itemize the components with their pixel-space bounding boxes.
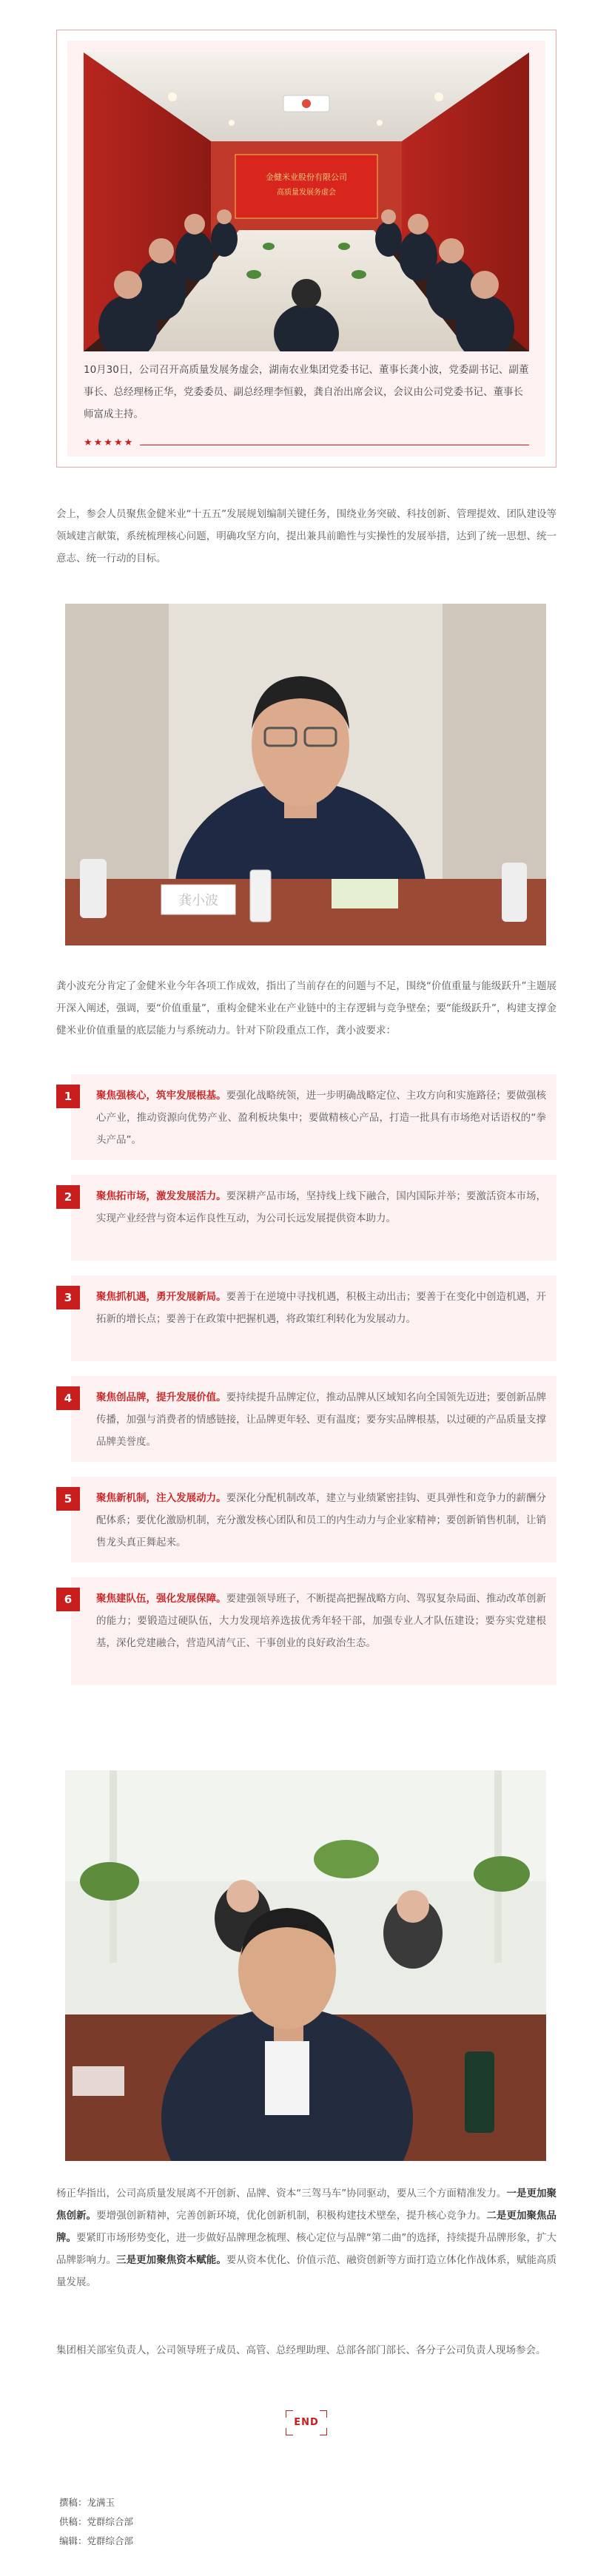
list-item-number: 2 (56, 1185, 80, 1209)
credit-value: 党群综合部 (87, 2535, 134, 2546)
list-item (56, 1477, 556, 1562)
list-item-text (96, 1185, 546, 1230)
credit-label: 供稿： (59, 2516, 87, 2527)
credit-value: 龙满玉 (87, 2497, 115, 2508)
meeting-photo (84, 53, 529, 351)
p3-key-brand: 二是更加聚焦品牌。 (56, 2210, 557, 2244)
end-mark (286, 2410, 327, 2435)
paragraph-summary: 会上，参会人员聚焦金健米业“十五五”发展规划编制关键任务，围绕业务突破、科技创新、管理提效、团队建设等领域建言献策，系统梳理核心问题，明确攻坚方向，提出兼具前瞻性与实操性的发展举措，达到了统一思想、统一意志、统一行动的目标。 (56, 508, 556, 564)
list-item-number: 6 (56, 1588, 80, 1611)
list-item (56, 1376, 556, 1462)
list-item (56, 1577, 556, 1685)
list-item (56, 1074, 556, 1160)
list-item (56, 1175, 556, 1261)
list-item-number: 1 (56, 1085, 80, 1108)
p3-key-innovation: 一是更加聚焦创新。 (56, 2188, 556, 2222)
list-item-text (96, 1588, 546, 1654)
speaker-photo-1 (65, 604, 546, 945)
speaker1-illustration (65, 604, 546, 945)
corner-bracket (320, 2428, 327, 2435)
credit-line (59, 2532, 133, 2551)
list-item (56, 1275, 556, 1361)
p3-text-brand: 要紧盯市场形势变化，进一步做好品牌理念梳理、核心定位与品牌“第二曲”的选择，持续提升品牌形象，扩大品牌影响力。 (56, 2232, 556, 2266)
list-item-key: 聚焦抓机遇，勇开发展新局。 (96, 1291, 226, 1303)
credit-line (59, 2512, 133, 2532)
p3-text-innovation: 要增强创新精神，完善创新环境，优化创新机制，积极构建技术壁垒，提升核心竞争力。 (96, 2210, 487, 2222)
list-item-text (96, 1386, 546, 1453)
p3-key-capital: 三是更加聚焦资本赋能。 (116, 2254, 226, 2266)
credit-label: 撰稿： (59, 2497, 87, 2508)
list-item-text (96, 1487, 546, 1554)
list-item-key: 聚焦拓市场，激发发展活力。 (96, 1190, 226, 1202)
paragraph-attendees: 集团相关部室负责人，公司领导班子成员、高管、总经理助理、总部各部门部长、各分子公司负责人现场参会。 (56, 2344, 546, 2356)
meeting-room-illustration (84, 53, 529, 351)
list-item-body: 要深化分配机制改革，建立与业绩紧密挂钩、更具弹性和竞争力的薪酬分配体系；要优化激励机制，充分激发核心团队和员工的内生动力与企业家精神；要创新销售机制，让销售龙头真正舞起来。 (96, 1492, 547, 1548)
banner-line2: 高质量发展务虚会 (277, 189, 336, 197)
list-item-body: 要持续提升品牌定位，推动品牌从区域知名向全国领先迈进；要创新品牌传播，加强与消费者的情感链接，让品牌更年轻、更有温度；要夯实品牌根基，以过硬的产品质量支撑品牌美誉度。 (96, 1392, 547, 1448)
nameplate: 龚小波 (178, 893, 218, 908)
list-item-body: 要深耕产品市场，坚持线上线下融合，国内国际并举；要激活资本市场，实现产业经营与资本运作良性互动，为公司长远发展提供资本助力。 (96, 1190, 547, 1224)
list-item-key: 聚焦创品牌，提升发展价值。 (96, 1392, 226, 1403)
list-item-body: 要建强领导班子，不断提高把握战略方向、驾驭复杂局面、推动改革创新的能力；要锻造过硬队伍，大力发现培养选拔优秀年轻干部，加强专业人才队伍建设；要夯实党建根基，深化党建融合，营造风清气正、干事创业的良好政治生态。 (96, 1593, 547, 1649)
stars-decoration: ★★★★★ (84, 437, 135, 448)
list-item-text (96, 1085, 546, 1151)
credit-label: 编辑： (59, 2535, 87, 2546)
list-item-number: 3 (56, 1286, 80, 1309)
list-item-key: 聚焦新机制，注入发展动力。 (96, 1492, 226, 1504)
end-label: END (294, 2417, 319, 2428)
corner-bracket (286, 2428, 293, 2435)
list-item-key: 聚焦建队伍，强化发展保障。 (96, 1593, 226, 1605)
intro-card (56, 30, 556, 468)
list-item-number: 5 (56, 1487, 80, 1511)
banner-line1: 金健米业股份有限公司 (266, 172, 347, 182)
list-item-body: 要善于在逆境中寻找机遇，积极主动出击；要善于在变化中创造机遇，开拓新的增长点；要善于在政策中把握机遇，将政策红利转化为发展动力。 (96, 1291, 547, 1325)
list-item-number: 4 (56, 1386, 80, 1410)
p3-intro: 杨正华指出，公司高质量发展离不开创新、品牌、资本“三驾马车”协同驱动，要从三个方面精准发力。 (56, 2188, 507, 2199)
list-item-body: 要强化战略统领，进一步明确战略定位、主攻方向和实施路径；要做强核心产业，推动资源向优势产业、盈利板块集中；要做精核心产品，打造一批具有市场绝对话语权的“拳头产品”。 (96, 1090, 547, 1146)
speaker-photo-2 (65, 1770, 546, 2161)
credit-line (59, 2493, 133, 2512)
intro-card-inner (67, 41, 545, 456)
paragraph-requirements-intro: 龚小波充分肯定了金健米业今年各项工作成效，指出了当前存在的问题与不足，围绕“价值重量与能级跃升”主题展开深入阐述，强调，要“价值重量”，重构金健米业在产业链中的主存逻辑与竞争壁垒；要“能级跃升”，构建支撑金健米业价值重量的底层能力与系统动力。针对下阶段重点工作，龚小波要求： (56, 980, 556, 1036)
list-item-key: 聚焦强核心，筑牢发展根基。 (96, 1090, 226, 1102)
p3-text-capital: 要从资本优化、价值示范、融资创新等方面打造立体化作战体系，赋能高质量发展。 (56, 2254, 557, 2288)
paragraph-three-drivers (56, 2182, 556, 2293)
list-item-text (96, 1286, 546, 1330)
intro-caption: 10月30日，公司召开高质量发展务虚会，湖南农业集团党委书记、董事长龚小波，党委副书记、副董事长、总经理杨正华，党委委员、副总经理李恒毅，龚自治出席会议，会议由公司党委书记、董事长师富成主持。 (84, 364, 529, 420)
credit-value: 党群综合部 (87, 2516, 134, 2527)
credits (59, 2493, 133, 2551)
speaker2-illustration (65, 1770, 546, 2161)
